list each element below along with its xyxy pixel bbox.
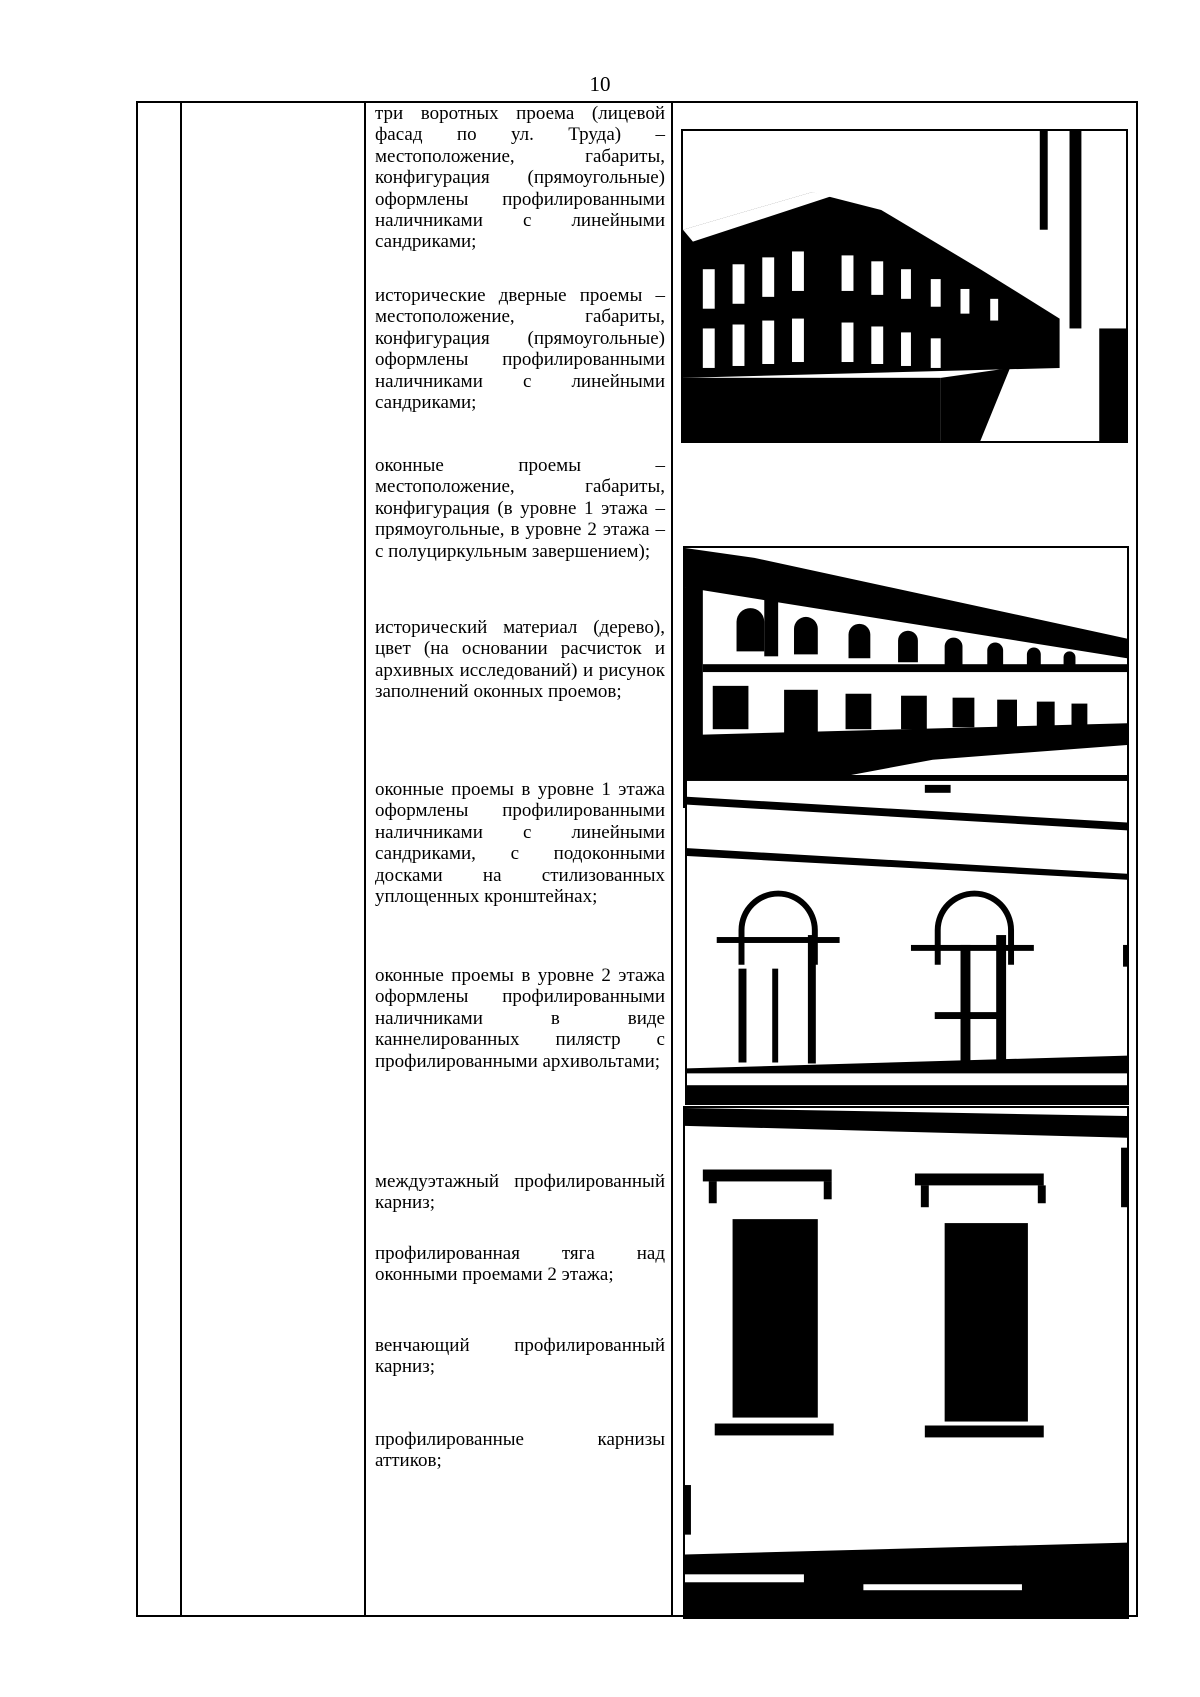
table-column-divider-1 — [180, 103, 182, 1615]
paragraph-door-openings: исторические дверные проемы – местоположение, габариты, конфигурация (прямоугольные) оформлены профилированными наличниками с линейными сандриками; — [375, 285, 665, 414]
paragraph-first-floor-windows: оконные проемы в уровне 1 этажа оформлены профилированными наличниками с линейными сандриками, с подоконными досками на стилизованных уплощенных кронштейнах; — [375, 779, 665, 908]
photo-first-floor-windows — [683, 1106, 1129, 1619]
table-column-divider-3 — [671, 103, 673, 1615]
paragraph-string-course: профилированная тяга над оконными проемами 2 этажа; — [375, 1243, 665, 1286]
page-number: 10 — [589, 72, 611, 96]
paragraph-second-floor-windows: оконные проемы в уровне 2 этажа оформлены профилированными наличниками в виде каннелированных пилястр с профилированными архивольтами; — [375, 965, 665, 1072]
table-column-divider-2 — [364, 103, 366, 1615]
paragraph-attic-cornices: профилированные карнизы аттиков; — [375, 1429, 665, 1472]
photo-second-floor-windows — [685, 775, 1129, 1105]
photo-building-facade — [683, 546, 1129, 808]
paragraph-crowning-cornice: венчающий профилированный карниз; — [375, 1335, 665, 1378]
paragraph-window-openings: оконные проемы – местоположение, габариты, конфигурация (в уровне 1 этажа – прямоугольные, в уровне 2 этажа – с полуциркульным завершением); — [375, 455, 665, 562]
paragraph-interfloor-cornice: междуэтажный профилированный карниз; — [375, 1171, 665, 1214]
paragraph-window-material: исторический материал (дерево), цвет (на основании расчисток и архивных исследований) и рисунок заполнений оконных проемов; — [375, 617, 665, 703]
photo-building-corner — [681, 129, 1128, 443]
paragraph-gate-openings: три воротных проема (лицевой фасад по ул. Труда) – местоположение, габариты, конфигурация (прямоугольные) оформлены профилированными наличниками с линейными сандриками; — [375, 103, 665, 253]
description-table — [136, 101, 1138, 1617]
